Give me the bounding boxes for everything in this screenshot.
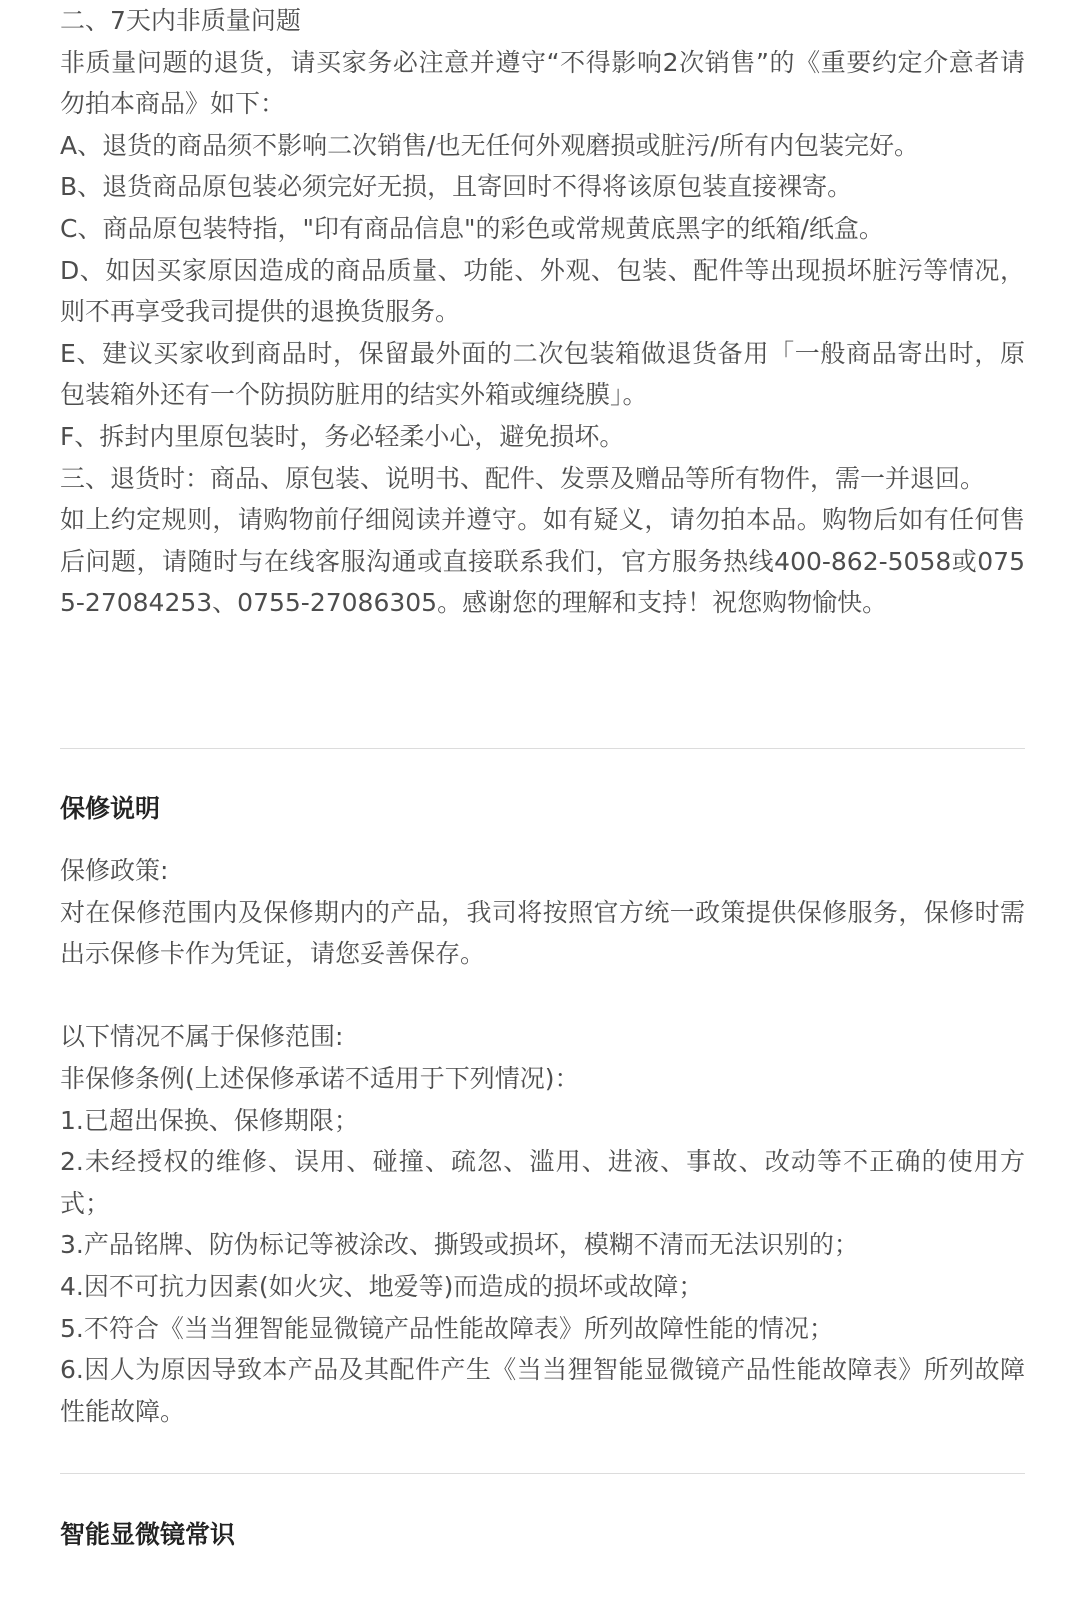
return-para-10: 如上约定规则，请购物前仔细阅读并遵守。如有疑义，请勿拍本品。购物后如有任何售后问题，请随时与在线客服沟通或直接联系我们，官方服务热线400-862-5058或0755-27084253、0755-27086305。感谢您的理解和支持！祝您购物愉快。 [60,505,1025,618]
paragraph-spacer [60,975,1025,1017]
return-para-4: B、退货商品原包装必须完好无损，且寄回时不得将该原包装直接裸寄。 [60,172,853,202]
warranty-item-2: 2.未经授权的维修、误用、碰撞、疏忽、滥用、进液、事故、改动等不正确的使用方式； [60,1147,1025,1218]
warranty-exclusion-heading: 以下情况不属于保修范围: [60,1022,344,1052]
return-para-7: E、建议买家收到商品时，保留最外面的二次包装箱做退货备用「一般商品寄出时，原包装箱外还有一个防损防脏用的结实外箱或缠绕膜」。 [60,338,1025,410]
warranty-item-4: 4.因不可抗力因素(如火灾、地爱等)而造成的损坏或故障； [60,1271,704,1301]
return-para-2: 非质量问题的退货，请买家务必注意并遵守“不得影响2次销售”的《重要约定介意者请勿拍本商品》如下： [60,47,1025,119]
return-para-6: D、如因买家原因造成的商品质量、功能、外观、包装、配件等出现损坏脏污等情况，则不再享受我司提供的退换货服务。 [60,255,1025,327]
return-para-9: 三、退货时：商品、原包装、说明书、配件、发票及赠品等所有物件，需一并退回。 [60,463,986,493]
warranty-item-5: 5.不符合《当当狸智能显微镜产品性能故障表》所列故障性能的情况； [60,1313,834,1343]
warranty-policy-heading: 保修政策: [60,856,169,885]
warranty-title: 保修说明 [60,794,161,823]
return-para-1: 二、7天内非质量问题 [60,6,301,35]
warranty-item-6: 6.因人为原因导致本产品及其配件产生《当当狸智能显微镜产品性能故障表》所列故障性能故障。 [60,1355,1025,1426]
section-divider-2 [60,1473,1025,1474]
warranty-exclusion-intro: 非保修条例(上述保修承诺不适用于下列情况)： [60,1063,580,1093]
knowledge-title: 智能显微镜常识 [60,1520,236,1549]
return-policy-section [60,0,1025,624]
return-para-8: F、拆封内里原包装时，务必轻柔小心，避免损坏。 [60,421,625,451]
warranty-item-3: 3.产品铭牌、防伪标记等被涂改、撕毁或损坏，模糊不清而无法识别的； [60,1230,859,1260]
warranty-section [60,850,1025,1432]
warranty-item-1: 1.已超出保换、保修期限； [60,1105,359,1135]
return-para-5: C、商品原包装特指，"印有商品信息"的彩色或常规黄底黑字的纸箱/纸盒。 [60,213,884,243]
return-para-3: A、退货的商品须不影响二次销售/也无任何外观磨损或脏污/所有内包装完好。 [60,130,919,160]
warranty-policy-text: 对在保修范围内及保修期内的产品，我司将按照官方统一政策提供保修服务，保修时需出示保修卡作为凭证，请您妥善保存。 [60,897,1025,969]
section-divider-1 [60,748,1025,749]
